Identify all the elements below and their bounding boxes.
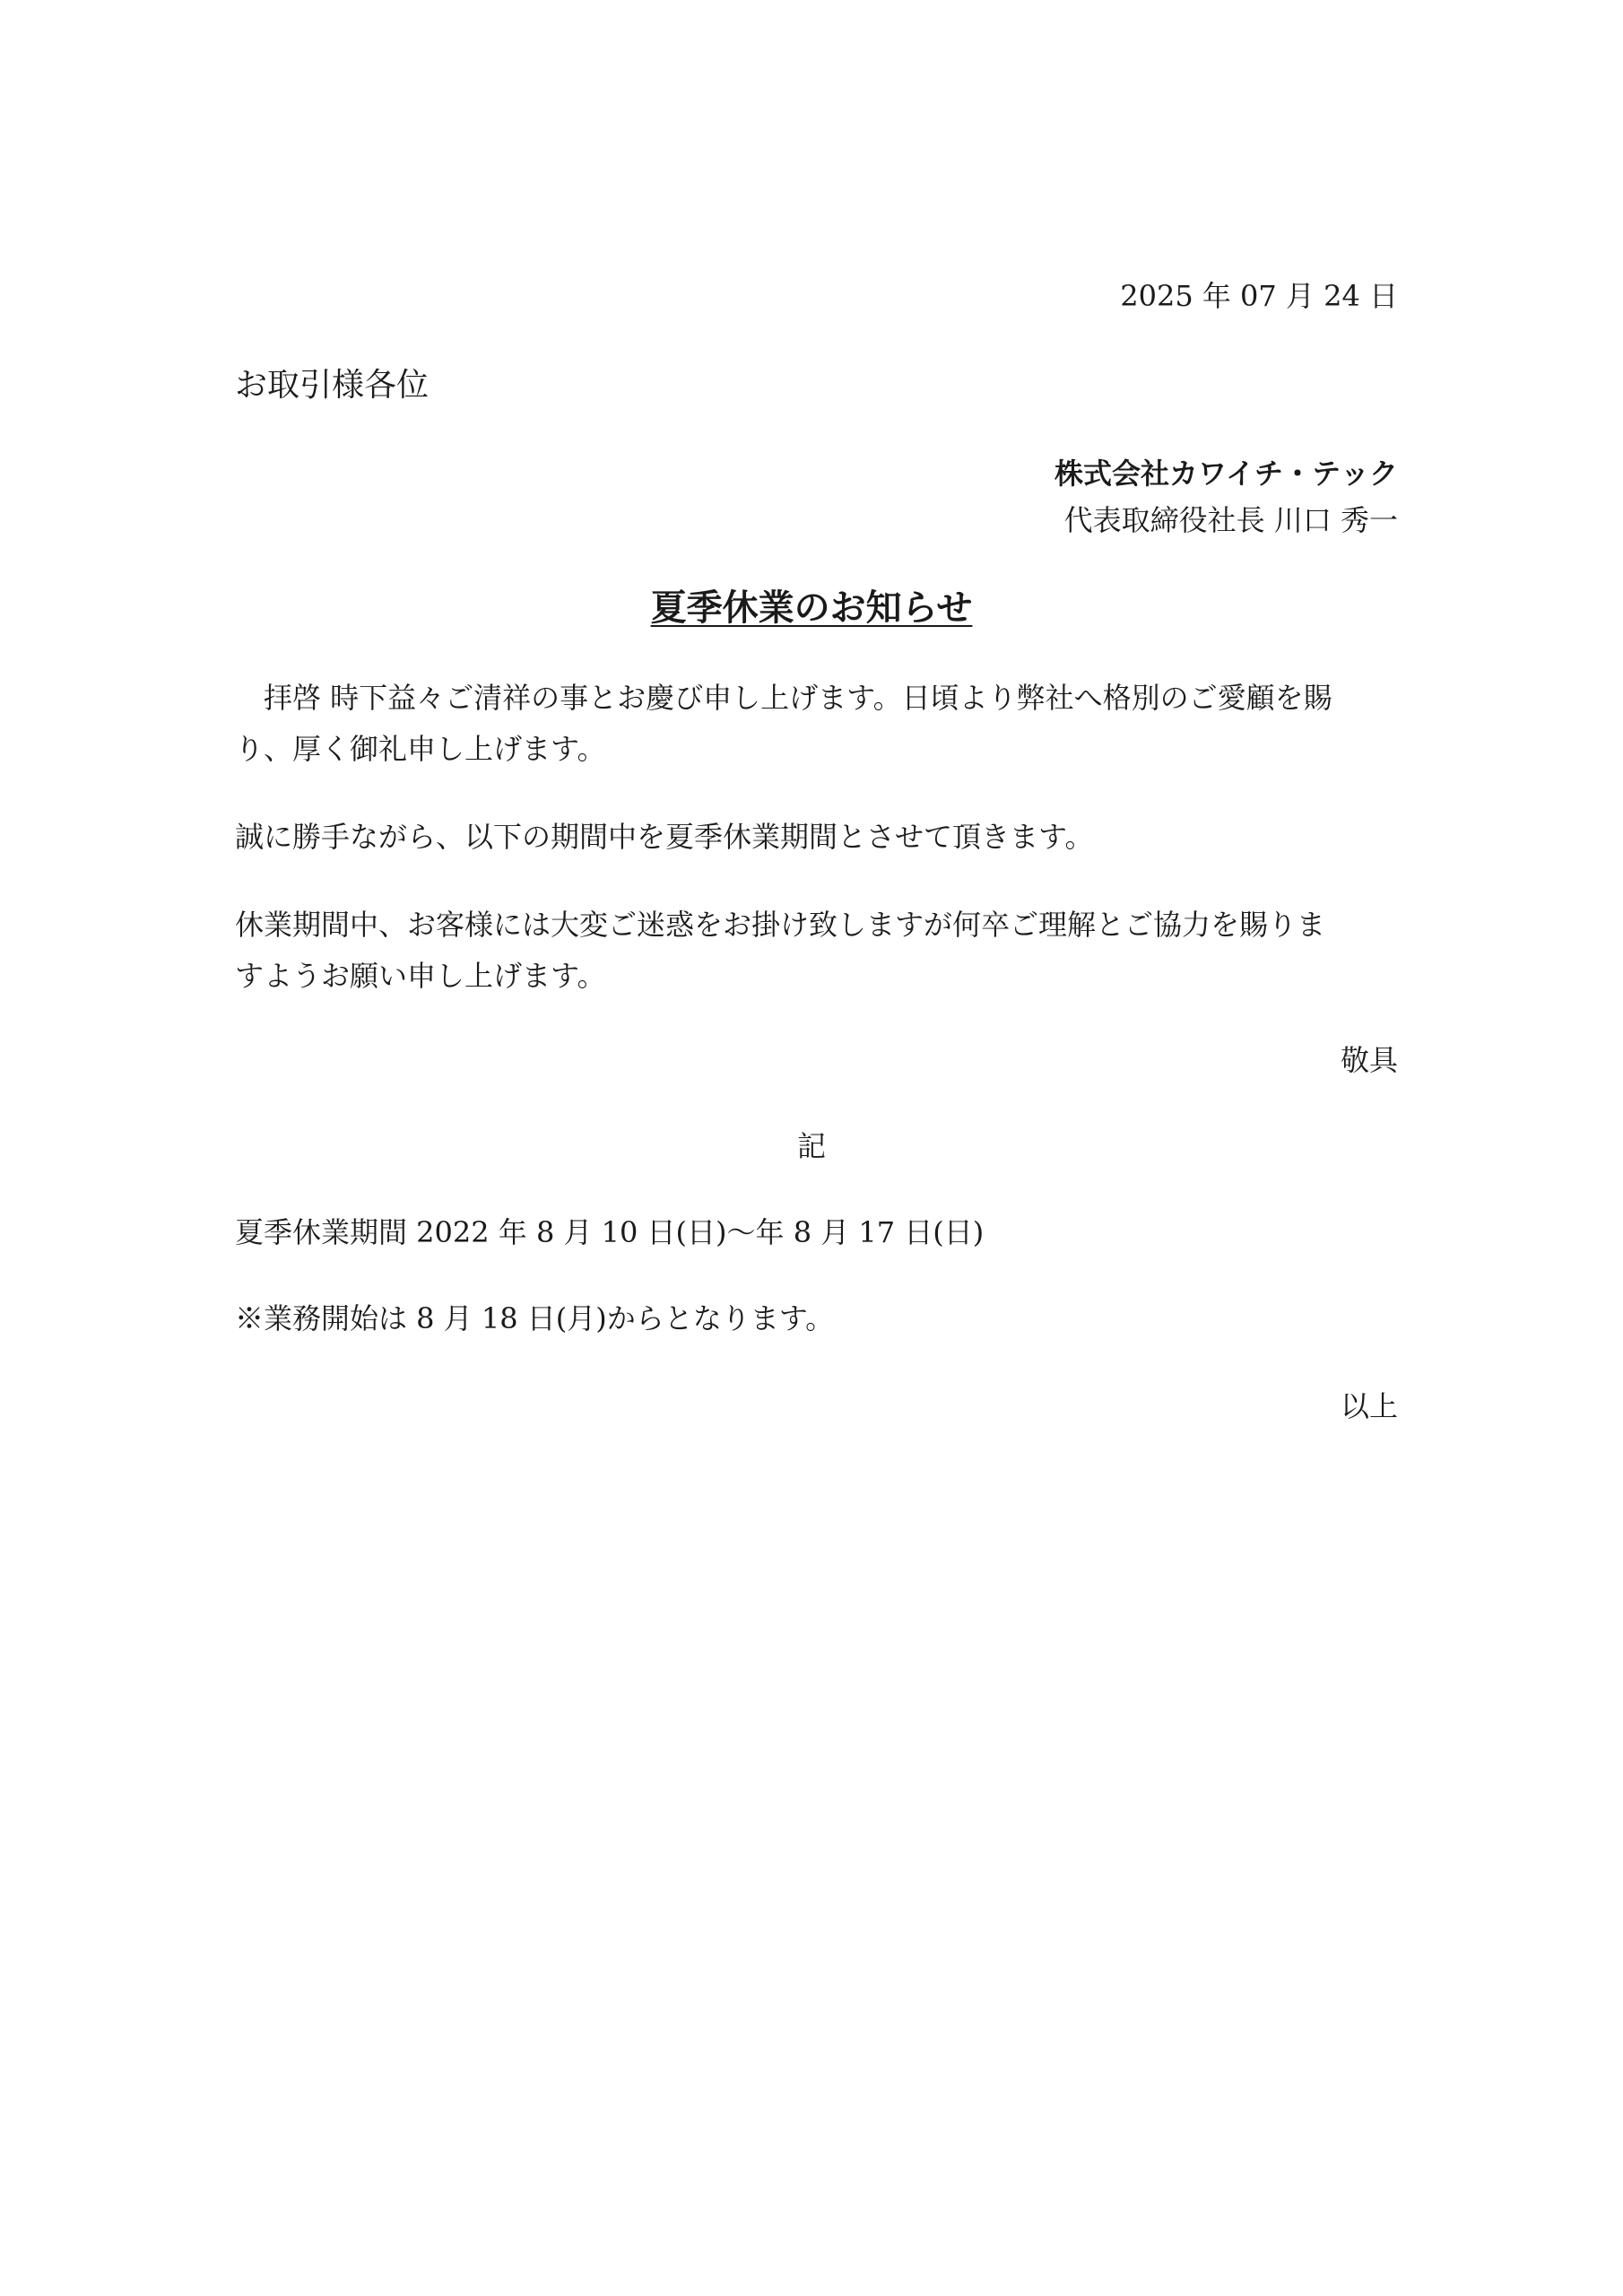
sender-company: 株式会社カワイチ・テック xyxy=(1054,457,1398,491)
body-paragraph-3-line-2: すようお願い申し上げます。 xyxy=(235,959,606,993)
holiday-period: 夏季休業期間 2022 年 8 月 10 日(日)～年 8 月 17 日(日) xyxy=(235,1215,985,1249)
body-paragraph-1-line-2: り、厚く御礼申し上げます。 xyxy=(235,732,606,766)
addressee: お取引様各位 xyxy=(235,367,430,404)
sender-representative: 代表取締役社長 川口 秀一 xyxy=(1063,503,1398,537)
closing-keigu: 敬具 xyxy=(1340,1043,1398,1077)
body-paragraph-3-line-1: 休業期間中、お客様には大変ご迷惑をお掛け致しますが何卒ご理解とご協力を賜りま xyxy=(235,908,1326,942)
body-paragraph-1-line-1: 拝啓 時下益々ご清祥の事とお慶び申し上げます。日頃より弊社へ格別のご愛顧を賜 xyxy=(235,681,1332,715)
body-paragraph-2: 誠に勝手ながら、以下の期間中を夏季休業期間とさせて頂きます。 xyxy=(235,820,1094,854)
business-start-note: ※業務開始は 8 月 18 日(月)からとなります。 xyxy=(235,1301,835,1335)
record-heading: 記 xyxy=(796,1129,826,1163)
end-mark: 以上 xyxy=(1340,1389,1398,1423)
document-date: 2025 年 07 月 24 日 xyxy=(1120,279,1398,313)
document-title: 夏季休業のお知らせ xyxy=(650,587,973,629)
